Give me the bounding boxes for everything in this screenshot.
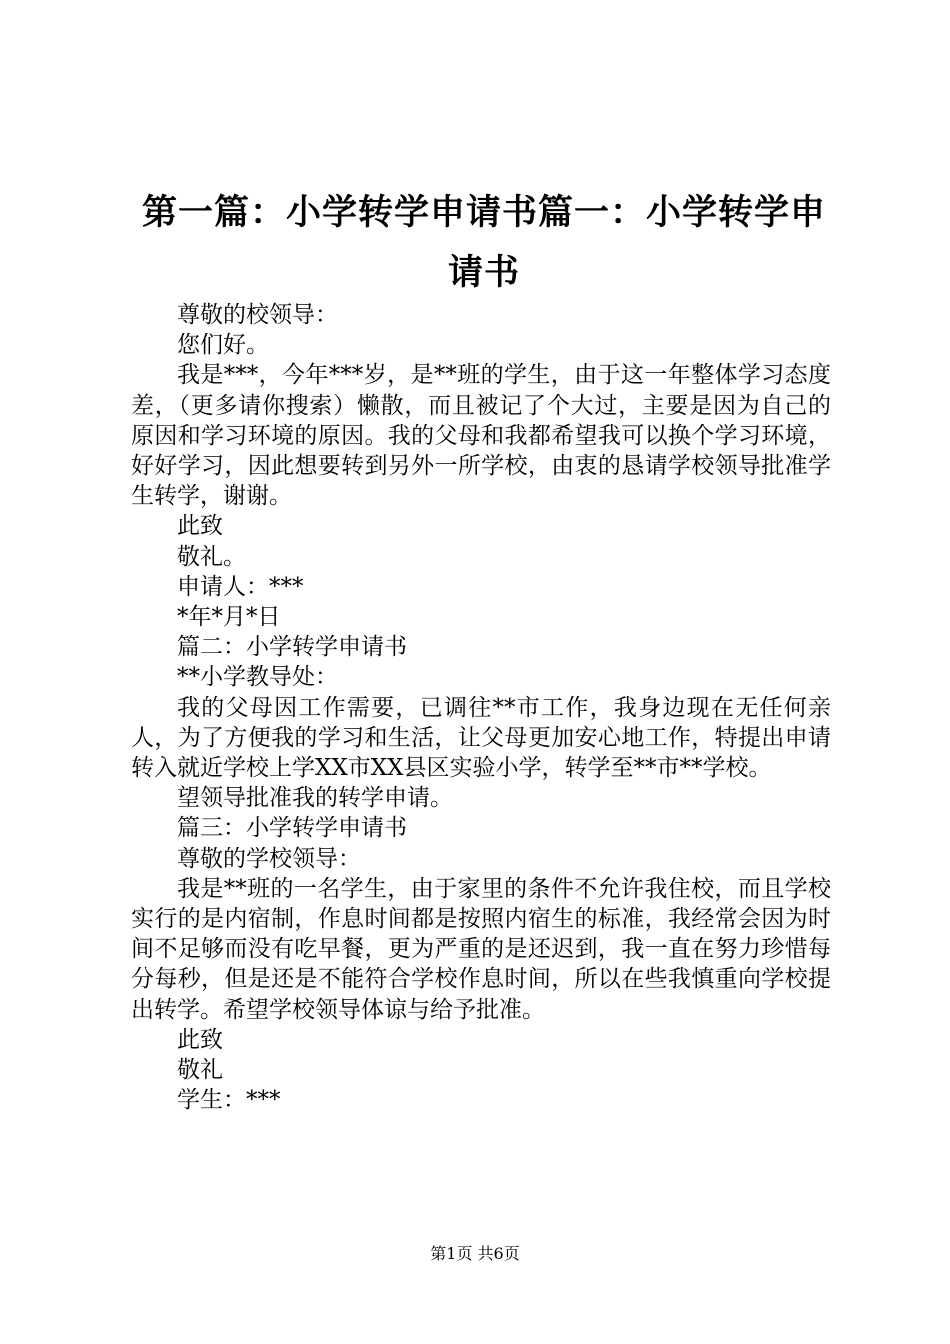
page-footer [0,1244,950,1264]
date-line: *年*月*日 [177,604,281,631]
section-heading: 篇三：小学转学申请书 [177,815,407,842]
closing-line: 敬礼 [177,1057,223,1084]
body-paragraph: 我是***，今年***岁，是**班的学生，由于这一年整体学习态度差，（更多请你搜索）懒散，而且被记了个大过，主要是因为自己的原因和学习环境的原因。我的父母和我都希望我可以换个学习环境，好好学习，因此想要转到另外一所学校，由衷的恳请学校领导批准学生转学，谢谢。 [131,362,831,510]
greeting: 您们好。 [177,332,269,359]
document-body [131,300,831,1115]
body-paragraph: 我的父母因工作需要，已调往**市工作，我身边现在无任何亲人，为了方便我的学习和生活，让父母更加安心地工作，特提出申请转入就近学校上学XX市XX县区实验小学，转学至**市**学校。 [131,694,831,782]
body-paragraph: 我是**班的一名学生，由于家里的条件不允许我住校，而且学校实行的是内宿制，作息时间都是按照内宿生的标准，我经常会因为时间不足够而没有吃早餐，更为严重的是还迟到，我一直在努力珍惜每分每秒，但是还是不能符合学校作息时间，所以在些我慎重向学校提出转学。希望学校领导体谅与给予批准。 [131,875,831,1023]
salutation: 尊敬的校领导： [177,302,338,328]
page-number: 第1页 共6页 [430,1244,520,1263]
closing-line: 敬礼。 [177,543,246,570]
signature-line: 申请人：*** [177,573,304,600]
salutation: **小学教导处： [177,664,338,691]
section-heading: 篇二：小学转学申请书 [177,634,407,661]
body-paragraph: 望领导批准我的转学申请。 [177,785,453,812]
document-title: 第一篇：小学转学申请书篇一：小学转学申请书 [141,193,826,293]
closing-line: 此致 [177,513,223,540]
closing-line: 此致 [177,1026,223,1053]
salutation: 尊敬的学校领导： [177,845,361,872]
signature-line: 学生：*** [177,1087,281,1114]
